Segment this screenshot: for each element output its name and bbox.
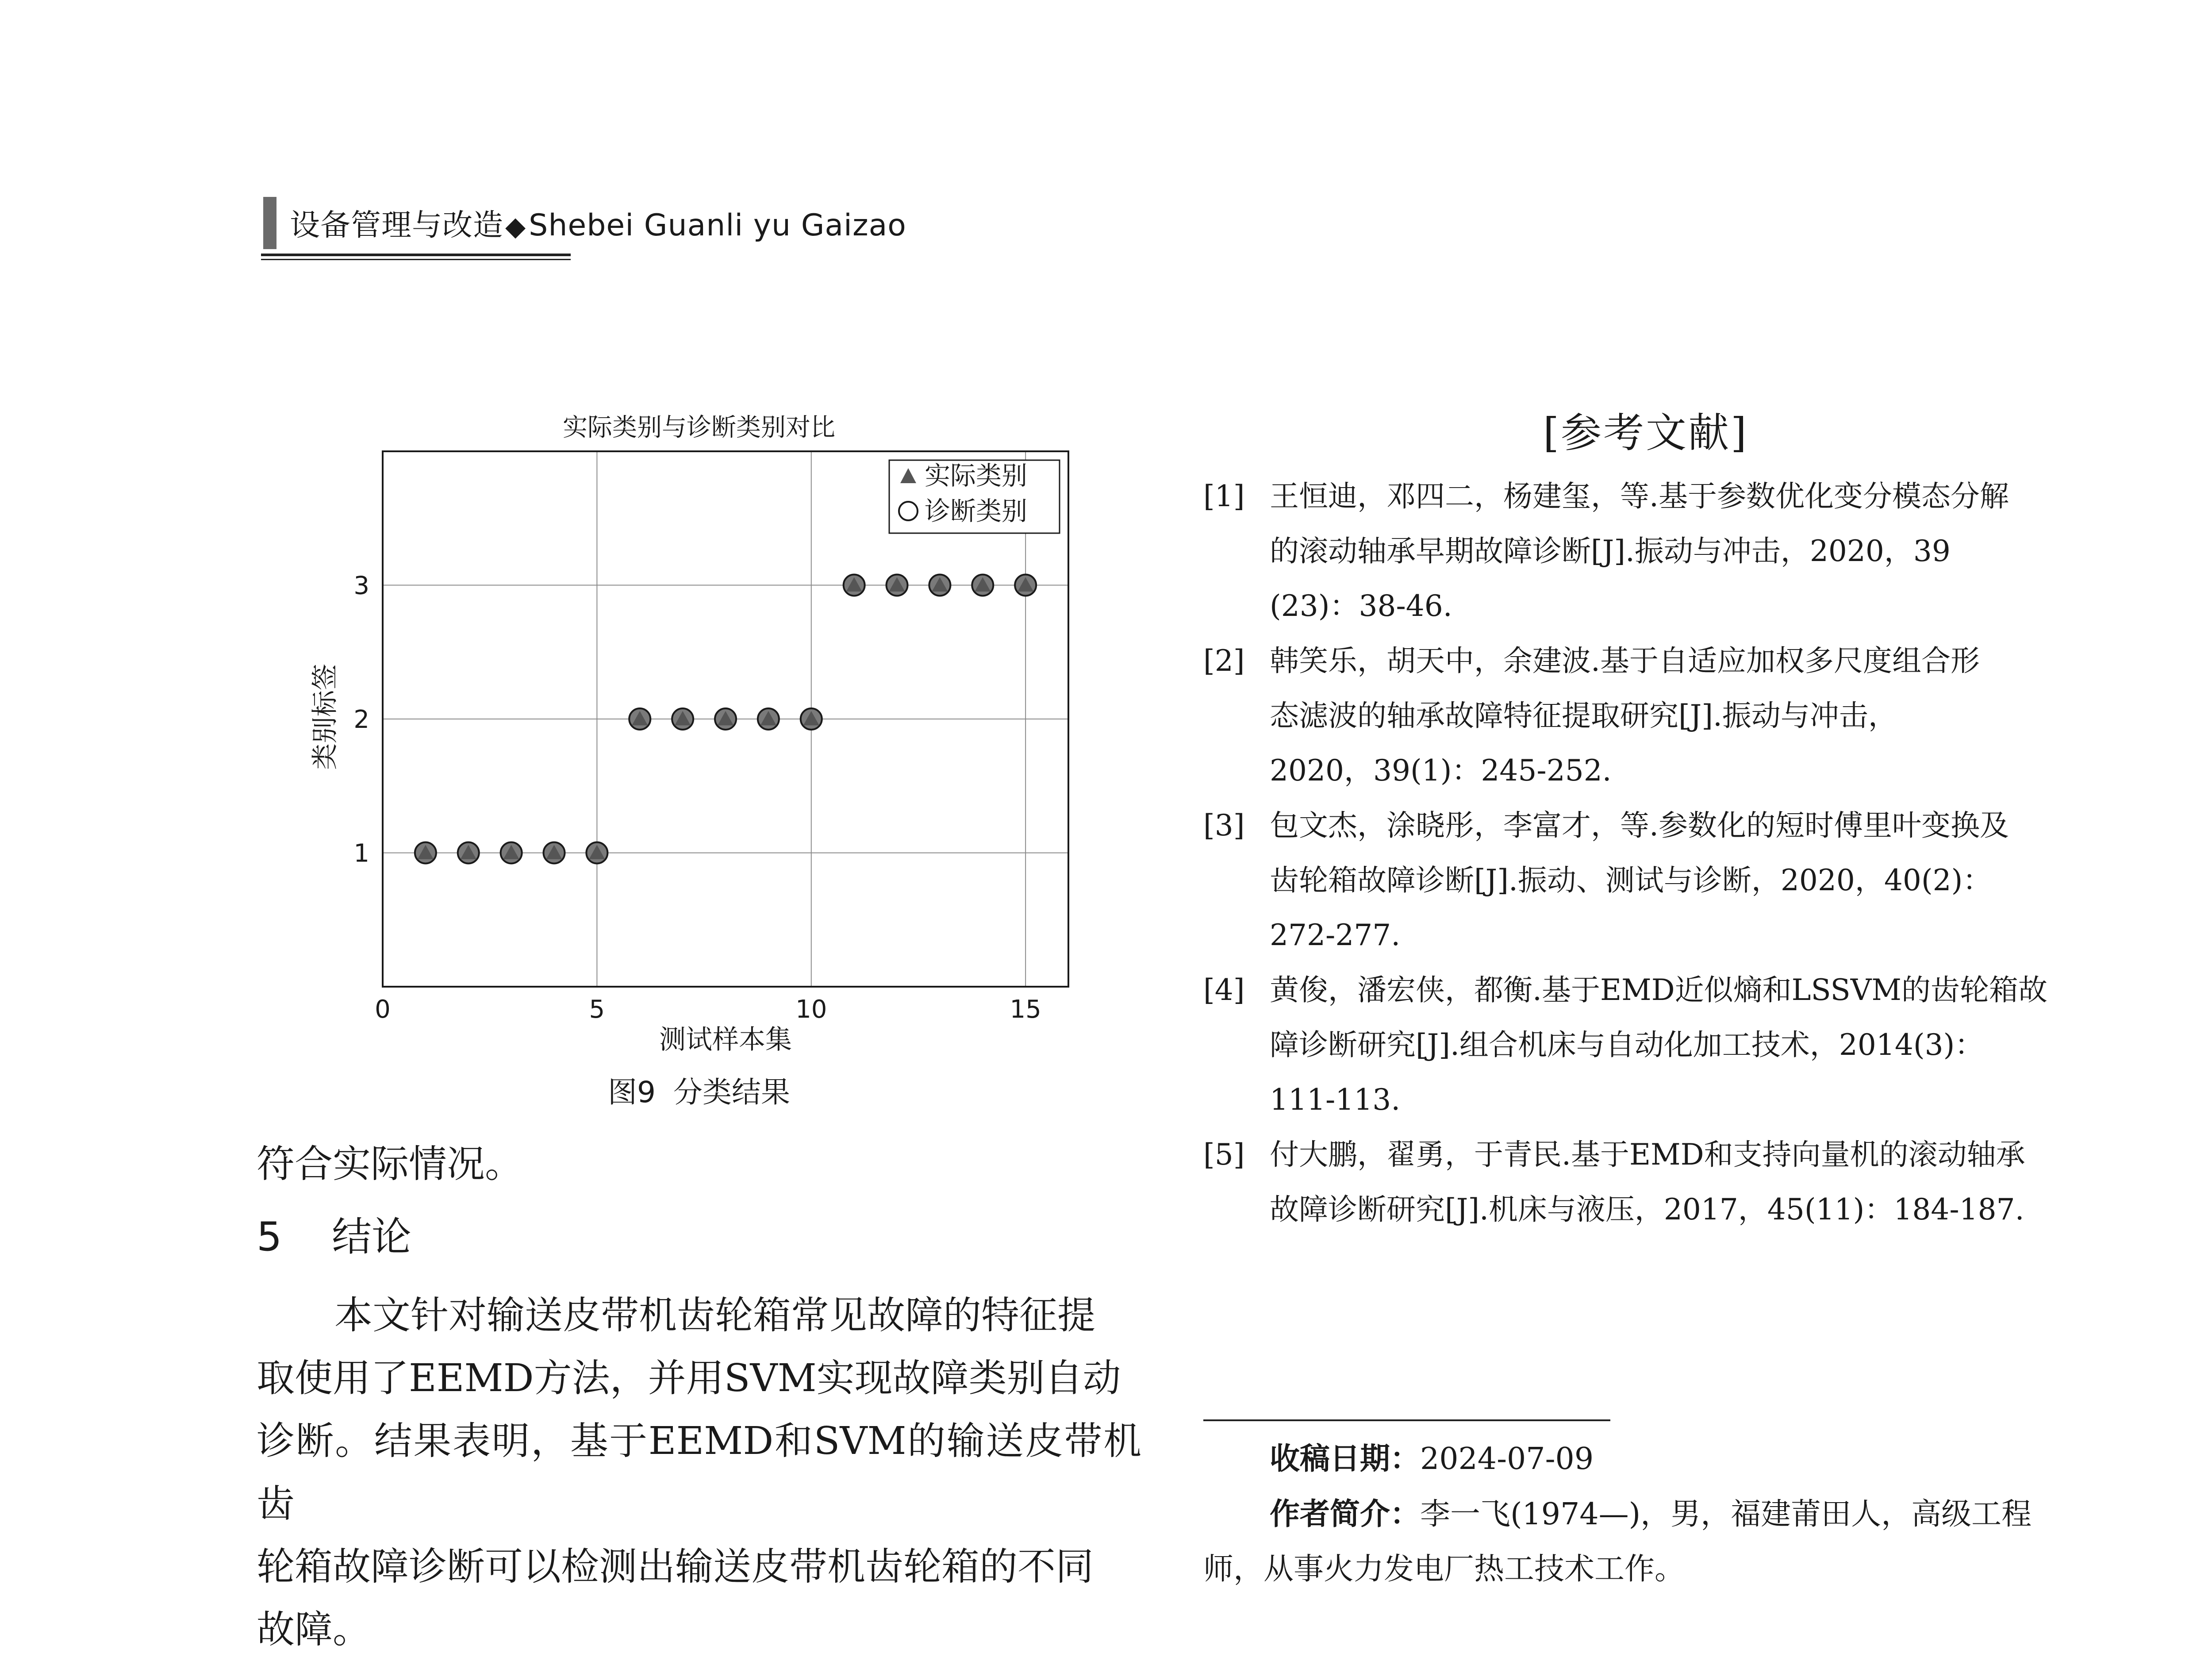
reference-item — [1203, 634, 2088, 798]
reference-item — [1203, 798, 2088, 963]
legend-series-2: 诊断类别 — [925, 496, 1028, 526]
scatter-chart — [257, 398, 1141, 1071]
x-axis-label: 测试样本集 — [659, 1024, 792, 1055]
figure-caption — [257, 1069, 1141, 1111]
reference-line: 111-113. — [1270, 1083, 1401, 1117]
continuation-line: 符合实际情况。 — [257, 1142, 523, 1186]
figure-caption-text: 分类结果 — [673, 1075, 790, 1109]
reference-item — [1203, 963, 2088, 1127]
reference-number: [4] — [1203, 973, 1245, 1007]
paragraph-line: 故障。 — [257, 1607, 371, 1652]
footnotes — [1203, 1431, 2088, 1597]
reference-line: 包文杰，涂晓彤，李富才，等.参数化的短时傅里叶变换及 — [1270, 808, 2009, 842]
x-tick-label: 0 — [375, 995, 391, 1024]
x-tick-label: 5 — [589, 995, 605, 1024]
journal-title-pinyin: Shebei Guanli yu Gaizao — [529, 208, 906, 243]
legend-series-1: 实际类别 — [925, 461, 1028, 491]
reference-item — [1203, 1127, 2088, 1237]
running-header — [261, 197, 906, 263]
figure-number: 图9 — [608, 1075, 656, 1109]
author-bio-continued: 师，从事火力发电厂热工技术工作。 — [1203, 1552, 1685, 1587]
chart-title: 实际类别与诊断类别对比 — [563, 413, 835, 442]
paragraph-line: 轮箱故障诊断可以检测出输送皮带机齿轮箱的不同 — [257, 1545, 1094, 1589]
reference-list — [1203, 469, 2088, 1237]
reference-line: 的滚动轴承早期故障诊断[J].振动与冲击，2020，39 — [1270, 534, 1951, 568]
received-label: 收稿日期： — [1270, 1441, 1421, 1476]
reference-number: [5] — [1203, 1138, 1245, 1172]
reference-line: 付大鹏，翟勇，于青民.基于EMD和支持向量机的滚动轴承 — [1270, 1138, 2025, 1172]
reference-number: [2] — [1203, 644, 1245, 678]
x-tick-label: 10 — [795, 995, 827, 1024]
reference-line: 故障诊断研究[J].机床与液压，2017，45(11)：184-187. — [1270, 1192, 2024, 1227]
y-tick-label: 1 — [353, 839, 369, 868]
references-heading: [参考文献] — [1543, 409, 1748, 457]
reference-line: 272-277. — [1270, 918, 1401, 952]
received-date — [1203, 1431, 2088, 1487]
diamond-icon: ◆ — [505, 211, 526, 242]
footnote-rule — [1203, 1419, 1610, 1421]
section-title: 结论 — [332, 1214, 411, 1260]
received-value: 2024-07-09 — [1420, 1442, 1594, 1476]
reference-line: 黄俊，潘宏侠，都衡.基于EMD近似熵和LSSVM的齿轮箱故 — [1270, 973, 2047, 1007]
header-bar — [263, 197, 276, 249]
journal-title-cn: 设备管理与改造 — [290, 208, 504, 243]
reference-line: 齿轮箱故障诊断[J].振动、测试与诊断，2020，40(2)： — [1270, 863, 1992, 897]
author-bio — [1203, 1487, 2088, 1542]
conclusion-paragraph — [257, 1284, 1141, 1661]
left-column — [257, 1133, 1141, 1661]
y-tick-label: 2 — [353, 705, 369, 734]
x-tick-label: 15 — [1010, 995, 1041, 1024]
author-value: 李一飞(1974—)，男，福建莆田人，高级工程 — [1420, 1497, 2032, 1532]
y-axis-label: 类别标签 — [310, 664, 341, 770]
reference-item — [1203, 469, 2088, 634]
reference-line: 态滤波的轴承故障特征提取研究[J].振动与冲击， — [1270, 699, 1897, 733]
section-heading — [257, 1204, 1141, 1262]
reference-line: 障诊断研究[J].组合机床与自动化加工技术，2014(3)： — [1270, 1028, 1984, 1062]
reference-line: 2020，39(1)：245-252. — [1270, 754, 1612, 788]
header-rule-thick — [261, 254, 571, 256]
figure-9 — [257, 398, 1141, 1150]
section-number: 5 — [257, 1214, 282, 1260]
header-rule-thin — [261, 259, 571, 260]
paragraph-line: 诊断。结果表明，基于EEMD和SVM的输送皮带机齿 — [257, 1419, 1141, 1526]
paragraph-line: 本文针对输送皮带机齿轮箱常见故障的特征提 — [334, 1293, 1095, 1338]
paragraph-line: 取使用了EEMD方法，并用SVM实现故障类别自动 — [257, 1356, 1121, 1400]
reference-line: (23)：38-46. — [1270, 589, 1452, 623]
reference-number: [1] — [1203, 479, 1245, 513]
journal-title — [290, 201, 906, 244]
author-label: 作者简介： — [1270, 1496, 1421, 1532]
reference-line: 韩笑乐，胡天中，余建波.基于自适应加权多尺度组合形 — [1270, 644, 1980, 678]
legend — [889, 460, 1060, 533]
reference-line: 王恒迪，邓四二，杨建玺，等.基于参数优化变分模态分解 — [1270, 479, 2009, 513]
y-tick-label: 3 — [353, 571, 369, 600]
reference-number: [3] — [1203, 808, 1245, 842]
axis-ticks — [353, 572, 1041, 1024]
